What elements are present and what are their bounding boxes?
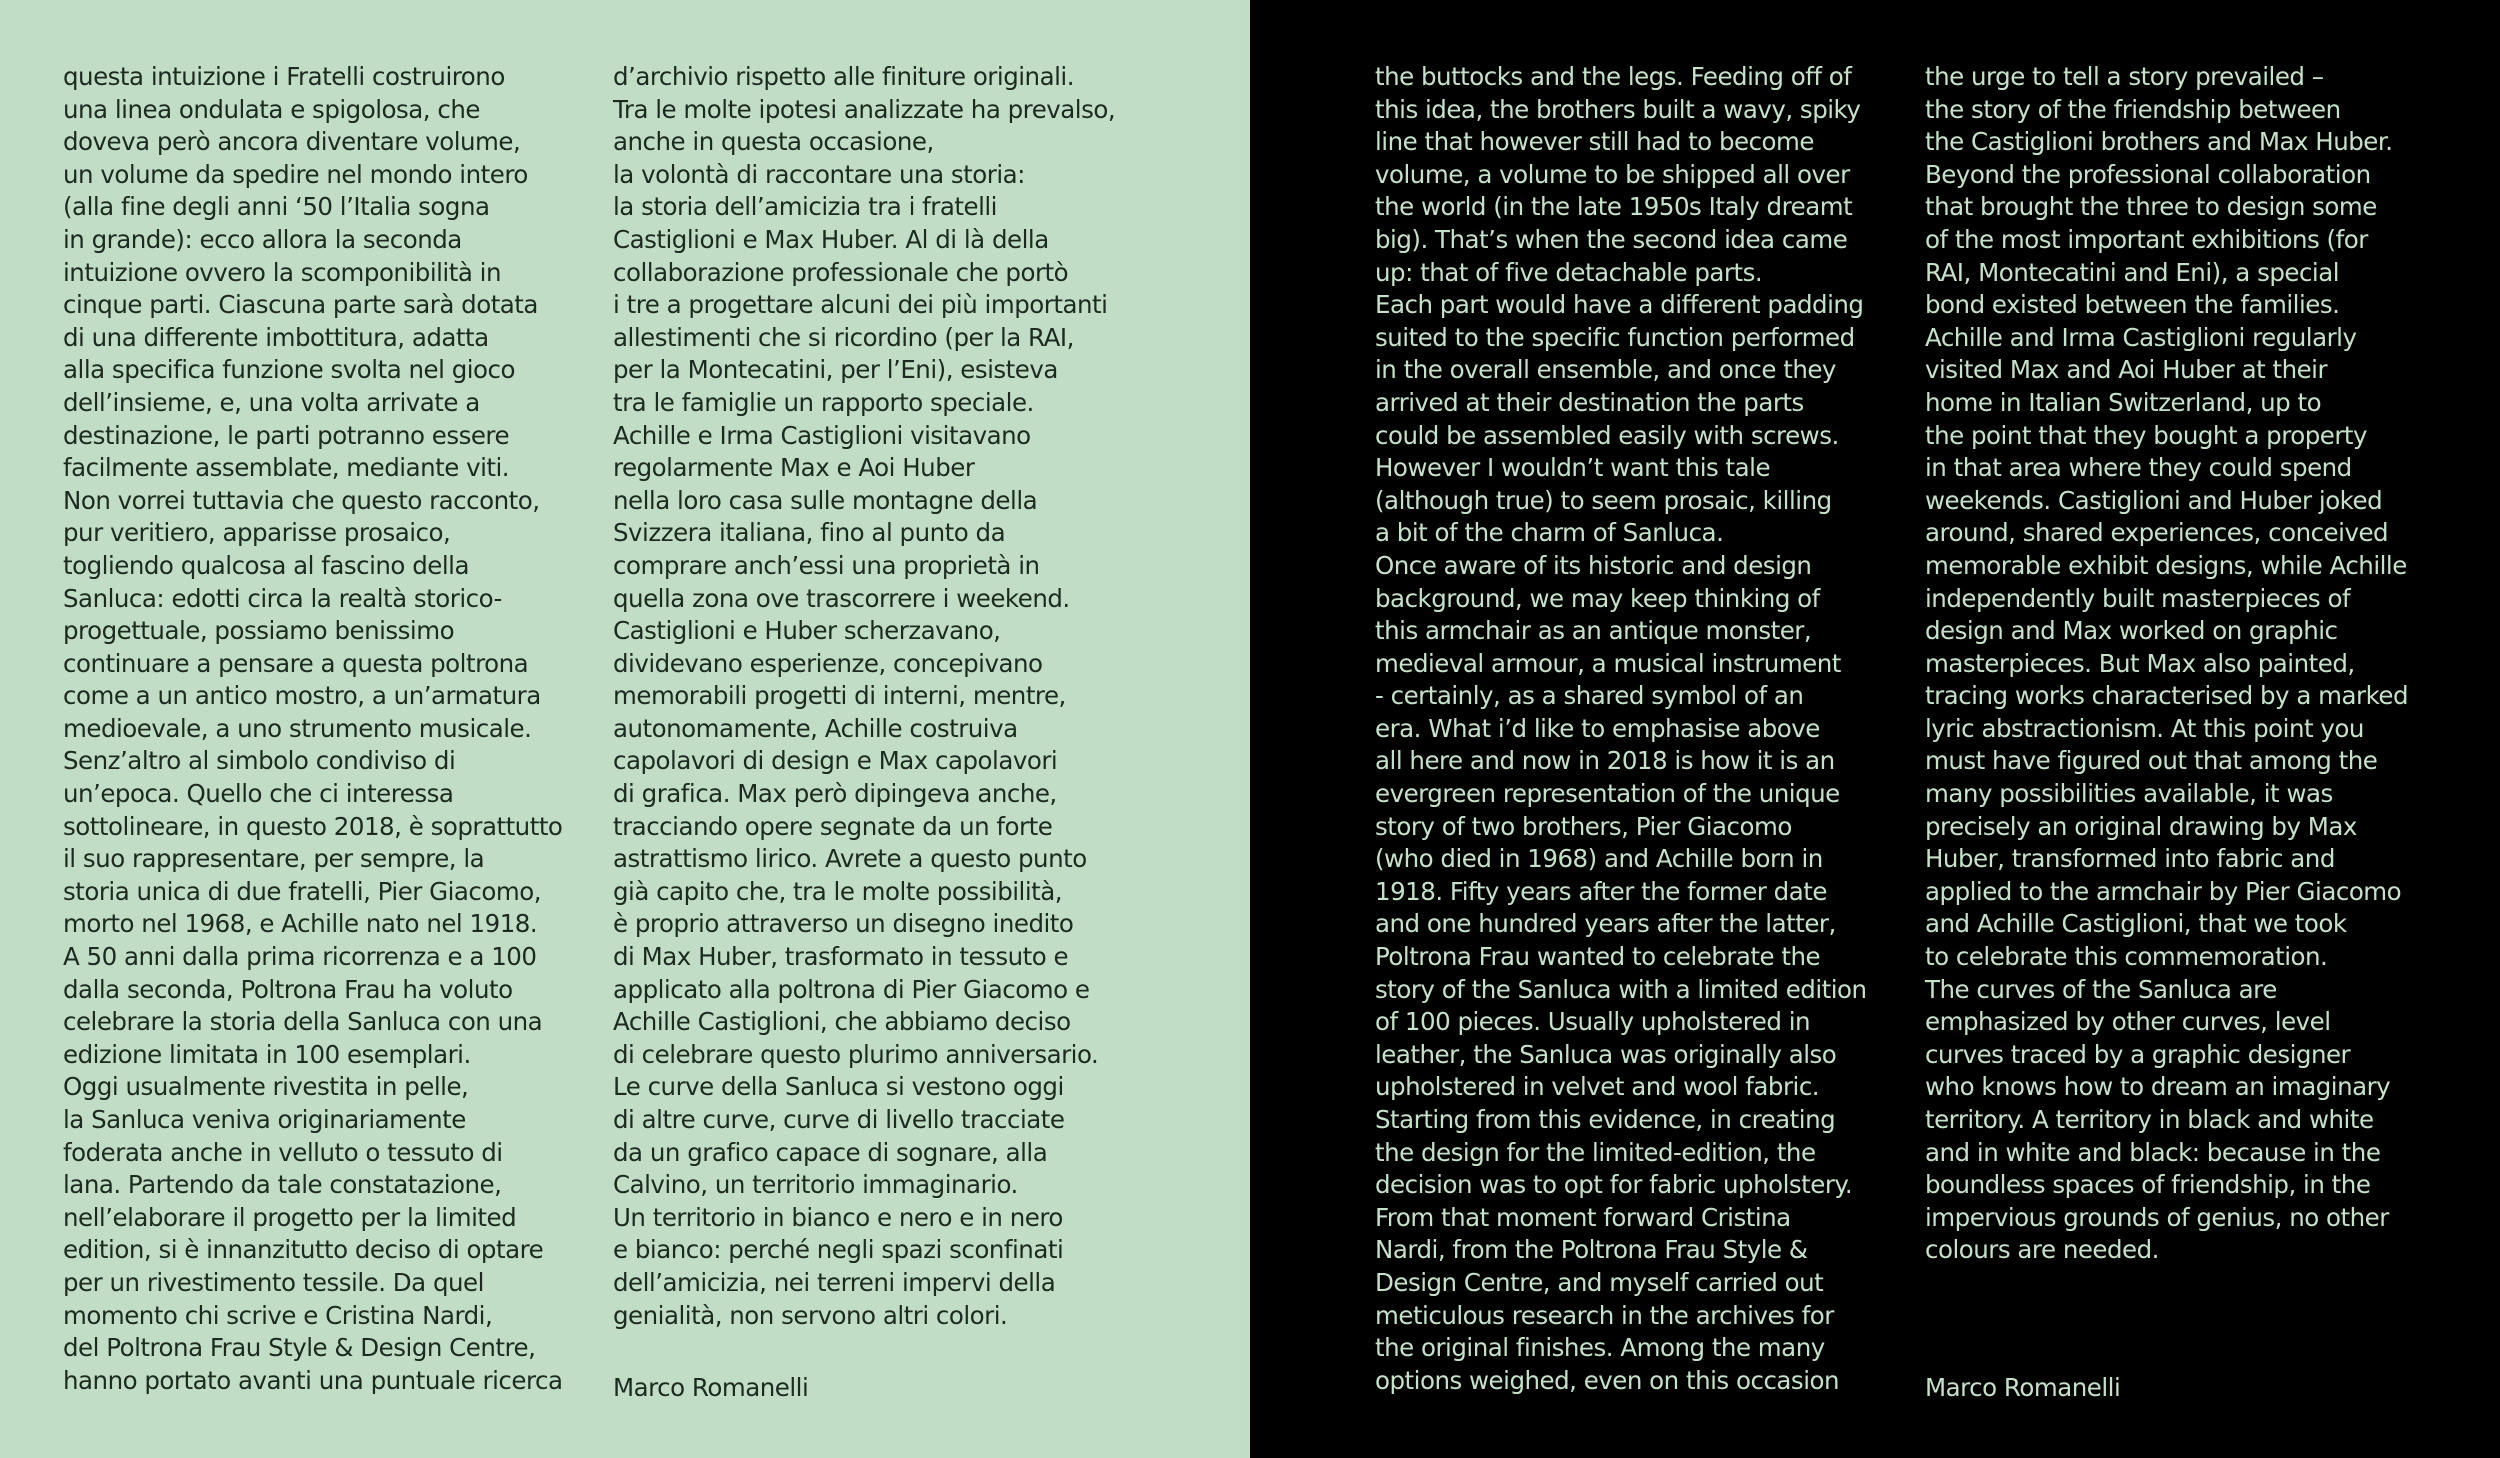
text-line: the original finishes. Among the many: [1375, 1333, 1825, 1363]
english-text-column-1: [1375, 61, 1867, 1397]
text-line: the story of the friendship between: [1925, 94, 2341, 124]
text-line: storia unica di due fratelli, Pier Giacomo,: [63, 876, 542, 906]
text-line: decision was to opt for fabric upholstery.: [1375, 1170, 1853, 1200]
text-line: (alla fine degli anni ‘50 l’Italia sogna: [63, 192, 490, 222]
text-line: However I wouldn’t want this tale: [1375, 453, 1771, 483]
text-line: From that moment forward Cristina: [1375, 1202, 1791, 1232]
text-line: un’epoca. Quello che ci interessa: [63, 779, 454, 809]
text-line: around, shared experiences, conceived: [1925, 518, 2389, 548]
text-line: Tra le molte ipotesi analizzate ha prevalso,: [613, 94, 1116, 124]
text-line: per un rivestimento tessile. Da quel: [63, 1267, 484, 1297]
text-line: edition, si è innanzitutto deciso di optare: [63, 1235, 544, 1265]
text-line: many possibilities available, it was: [1925, 779, 2333, 809]
text-line: Sanluca: edotti circa la realtà storico-: [63, 583, 502, 613]
text-line: anche in questa occasione,: [613, 127, 934, 157]
text-line: tracciando opere segnate da un forte: [613, 811, 1053, 841]
text-line: nella loro casa sulle montagne della: [613, 485, 1038, 515]
text-line: this idea, the brothers built a wavy, spiky: [1375, 94, 1861, 124]
text-line: volume, a volume to be shipped all over: [1375, 159, 1850, 189]
text-line: Achille Castiglioni, che abbiamo deciso: [613, 1007, 1071, 1037]
text-line: Castiglioni e Huber scherzavano,: [613, 616, 1001, 646]
text-line: doveva però ancora diventare volume,: [63, 127, 521, 157]
text-line: Design Centre, and myself carried out: [1375, 1267, 1824, 1297]
text-line: suited to the specific function performed: [1375, 322, 1855, 352]
text-line: di altre curve, curve di livello tracciate: [613, 1105, 1065, 1134]
text-line: upholstered in velvet and wool fabric.: [1375, 1072, 1820, 1102]
text-line: the point that they bought a property: [1925, 420, 2368, 450]
text-line: to celebrate this commemoration.: [1925, 942, 2328, 972]
text-line: visited Max and Aoi Huber at their: [1925, 355, 2328, 385]
text-line: nell’elaborare il progetto per la limited: [63, 1202, 517, 1232]
text-line: boundless spaces of friendship, in the: [1925, 1170, 2371, 1200]
text-line: foderata anche in velluto o tessuto di: [63, 1137, 503, 1167]
text-line: una linea ondulata e spigolosa, che: [63, 94, 480, 124]
text-line: this armchair as an antique monster,: [1375, 616, 1812, 646]
text-line: RAI, Montecatini and Eni), a special: [1925, 257, 2340, 287]
text-line: di grafica. Max però dipingeva anche,: [613, 779, 1057, 809]
text-line: big). That’s when the second idea came: [1375, 224, 1848, 254]
italian-text-column-1: [63, 61, 562, 1397]
text-line: Starting from this evidence, in creating: [1375, 1105, 1836, 1134]
text-line: il suo rappresentare, per sempre, la: [63, 844, 485, 874]
text-line: astrattismo lirico. Avrete a questo punto: [613, 844, 1087, 874]
english-text-column-2: [1925, 61, 2408, 1267]
text-line: dalla seconda, Poltrona Frau ha voluto: [63, 974, 513, 1004]
text-line: già capito che, tra le molte possibilità,: [613, 876, 1063, 906]
text-line: Achille e Irma Castiglioni visitavano: [613, 420, 1031, 450]
text-line: a bit of the charm of Sanluca.: [1375, 518, 1724, 548]
text-line: of the most important exhibitions (for: [1925, 224, 2368, 254]
text-line: autonomamente, Achille costruiva: [613, 713, 1018, 743]
text-line: memorable exhibit designs, while Achille: [1925, 550, 2407, 580]
text-line: all here and now in 2018 is how it is an: [1375, 746, 1835, 776]
text-line: tra le famiglie un rapporto speciale.: [613, 387, 1034, 417]
text-line: del Poltrona Frau Style & Design Centre,: [63, 1333, 536, 1363]
text-line: genialità, non servono altri colori.: [613, 1300, 1008, 1330]
text-line: (although true) to seem prosaic, killing: [1375, 485, 1832, 515]
text-line: Nardi, from the Poltrona Frau Style &: [1375, 1235, 1808, 1265]
text-line: story of the Sanluca with a limited edition: [1375, 974, 1867, 1004]
text-line: hanno portato avanti una puntuale ricerca: [63, 1365, 563, 1395]
text-line: alla specifica funzione svolta nel gioco: [63, 355, 515, 385]
text-line: the design for the limited-edition, the: [1375, 1137, 1816, 1167]
text-line: the urge to tell a story prevailed –: [1925, 62, 2324, 91]
text-line: Beyond the professional collaboration: [1925, 159, 2371, 189]
text-line: curves traced by a graphic designer: [1925, 1039, 2351, 1069]
text-line: territory. A territory in black and white: [1925, 1105, 2374, 1134]
text-line: arrived at their destination the parts: [1375, 387, 1804, 417]
text-line: A 50 anni dalla prima ricorrenza e a 100: [63, 942, 537, 972]
text-line: the buttocks and the legs. Feeding off of: [1375, 62, 1852, 91]
text-line: colours are needed.: [1925, 1235, 2159, 1265]
text-line: dell’amicizia, nei terreni impervi della: [613, 1267, 1056, 1297]
text-line: è proprio attraverso un disegno inedito: [613, 909, 1074, 939]
text-line: morto nel 1968, e Achille nato nel 1918.: [63, 909, 538, 939]
text-line: Non vorrei tuttavia che questo racconto,: [63, 485, 540, 515]
text-line: in the overall ensemble, and once they: [1375, 355, 1836, 385]
text-line: and Achille Castiglioni, that we took: [1925, 909, 2347, 939]
text-line: home in Italian Switzerland, up to: [1925, 387, 2322, 417]
text-line: Svizzera italiana, fino al punto da: [613, 518, 1006, 548]
italian-text-column-2: [613, 61, 1115, 1332]
text-line: must have figured out that among the: [1925, 746, 2378, 776]
text-line: continuare a pensare a questa poltrona: [63, 648, 529, 678]
text-line: applicato alla poltrona di Pier Giacomo e: [613, 974, 1090, 1004]
text-line: applied to the armchair by Pier Giacomo: [1925, 876, 2402, 906]
text-line: di celebrare questo plurimo anniversario.: [613, 1039, 1099, 1069]
text-line: regolarmente Max e Aoi Huber: [613, 453, 975, 483]
text-line: meticulous research in the archives for: [1375, 1300, 1834, 1330]
text-line: pur veritiero, apparisse prosaico,: [63, 518, 451, 548]
text-line: era. What i’d like to emphasise above: [1375, 713, 1820, 743]
text-line: quella zona ove trascorrere i weekend.: [613, 583, 1070, 613]
text-line: (who died in 1968) and Achille born in: [1375, 844, 1823, 874]
text-line: sottolineare, in questo 2018, è soprattutto: [63, 811, 563, 841]
text-line: da un grafico capace di sognare, alla: [613, 1137, 1048, 1167]
text-line: medioevale, a uno strumento musicale.: [63, 713, 532, 743]
text-line: Oggi usualmente rivestita in pelle,: [63, 1072, 469, 1102]
text-line: in that area where they could spend: [1925, 453, 2352, 483]
text-line: questa intuizione i Fratelli costruirono: [63, 62, 505, 91]
text-line: Once aware of its historic and design: [1375, 550, 1812, 580]
text-line: Le curve della Sanluca si vestono oggi: [613, 1072, 1064, 1102]
text-line: emphasized by other curves, level: [1925, 1007, 2331, 1037]
text-line: Achille and Irma Castiglioni regularly: [1925, 322, 2357, 352]
text-line: 1918. Fifty years after the former date: [1375, 876, 1827, 906]
text-line: - certainly, as a shared symbol of an: [1375, 681, 1804, 711]
text-line: di Max Huber, trasformato in tessuto e: [613, 942, 1069, 972]
text-line: di una differente imbottitura, adatta: [63, 322, 489, 352]
english-page: [1250, 0, 2500, 1458]
text-line: momento chi scrive e Cristina Nardi,: [63, 1300, 493, 1330]
text-line: the Castiglioni brothers and Max Huber.: [1925, 127, 2393, 157]
text-line: dividevano esperienze, concepivano: [613, 648, 1043, 678]
text-line: i tre a progettare alcuni dei più importanti: [613, 290, 1108, 320]
text-line: medieval armour, a musical instrument: [1375, 648, 1841, 678]
text-line: Un territorio in bianco e nero e in nero: [613, 1202, 1063, 1232]
text-line: design and Max worked on graphic: [1925, 616, 2338, 646]
text-line: options weighed, even on this occasion: [1375, 1365, 1840, 1395]
text-line: line that however still had to become: [1375, 127, 1814, 157]
text-line: and in white and black: because in the: [1925, 1137, 2381, 1167]
italian-signature: Marco Romanelli: [613, 1373, 809, 1402]
english-signature: Marco Romanelli: [1925, 1373, 2121, 1402]
text-line: background, we may keep thinking of: [1375, 583, 1820, 613]
text-line: come a un antico mostro, a un’armatura: [63, 681, 541, 711]
text-line: lyric abstractionism. At this point you: [1925, 713, 2364, 743]
text-line: allestimenti che si ricordino (per la RAI,: [613, 322, 1074, 352]
text-line: un volume da spedire nel mondo intero: [63, 159, 528, 189]
text-line: and one hundred years after the latter,: [1375, 909, 1836, 939]
text-line: Huber, transformed into fabric and: [1925, 844, 2335, 874]
text-line: of 100 pieces. Usually upholstered in: [1375, 1007, 1811, 1037]
text-line: who knows how to dream an imaginary: [1925, 1072, 2391, 1102]
text-line: Each part would have a different padding: [1375, 290, 1864, 320]
text-line: in grande): ecco allora la seconda: [63, 224, 462, 254]
text-line: leather, the Sanluca was originally also: [1375, 1039, 1837, 1069]
text-line: Castiglioni e Max Huber. Al di là della: [613, 224, 1049, 254]
text-line: intuizione ovvero la scomponibilità in: [63, 257, 501, 287]
text-line: la Sanluca veniva originariamente: [63, 1105, 466, 1134]
text-line: tracing works characterised by a marked: [1925, 681, 2409, 711]
text-line: per la Montecatini, per l’Eni), esisteva: [613, 355, 1058, 385]
text-line: capolavori di design e Max capolavori: [613, 746, 1058, 776]
text-line: The curves of the Sanluca are: [1925, 974, 2277, 1004]
text-line: precisely an original drawing by Max: [1925, 811, 2357, 841]
text-line: cinque parti. Ciascuna parte sarà dotata: [63, 290, 538, 320]
text-line: that brought the three to design some: [1925, 192, 2377, 222]
text-line: facilmente assemblate, mediante viti.: [63, 453, 510, 483]
text-line: story of two brothers, Pier Giacomo: [1375, 811, 1792, 841]
text-line: independently built masterpieces of: [1925, 583, 2351, 613]
text-line: dell’insieme, e, una volta arrivate a: [63, 387, 480, 417]
text-line: comprare anch’essi una proprietà in: [613, 550, 1040, 580]
text-line: could be assembled easily with screws.: [1375, 420, 1839, 450]
text-line: masterpieces. But Max also painted,: [1925, 648, 2355, 678]
text-line: up: that of five detachable parts.: [1375, 257, 1763, 287]
text-line: weekends. Castiglioni and Huber joked: [1925, 485, 2383, 515]
text-line: togliendo qualcosa al fascino della: [63, 550, 469, 580]
text-line: d’archivio rispetto alle finiture originali.: [613, 62, 1074, 91]
text-line: the world (in the late 1950s Italy dreamt: [1375, 192, 1853, 222]
text-line: celebrare la storia della Sanluca con una: [63, 1007, 543, 1037]
text-line: la storia dell’amicizia tra i fratelli: [613, 192, 997, 222]
text-line: collaborazione professionale che portò: [613, 257, 1069, 287]
text-line: Calvino, un territorio immaginario.: [613, 1170, 1018, 1200]
text-line: la volontà di raccontare una storia:: [613, 159, 1025, 189]
text-line: edizione limitata in 100 esemplari.: [63, 1039, 471, 1069]
text-line: lana. Partendo da tale constatazione,: [63, 1170, 502, 1200]
text-line: impervious grounds of genius, no other: [1925, 1202, 2389, 1232]
text-line: destinazione, le parti potranno essere: [63, 420, 510, 450]
text-line: progettuale, possiamo benissimo: [63, 616, 455, 646]
text-line: Poltrona Frau wanted to celebrate the: [1375, 942, 1821, 972]
text-line: e bianco: perché negli spazi sconfinati: [613, 1235, 1064, 1265]
text-line: bond existed between the families.: [1925, 290, 2340, 320]
text-line: Senz’altro al simbolo condiviso di: [63, 746, 456, 776]
text-line: evergreen representation of the unique: [1375, 779, 1840, 809]
text-line: memorabili progetti di interni, mentre,: [613, 681, 1066, 711]
